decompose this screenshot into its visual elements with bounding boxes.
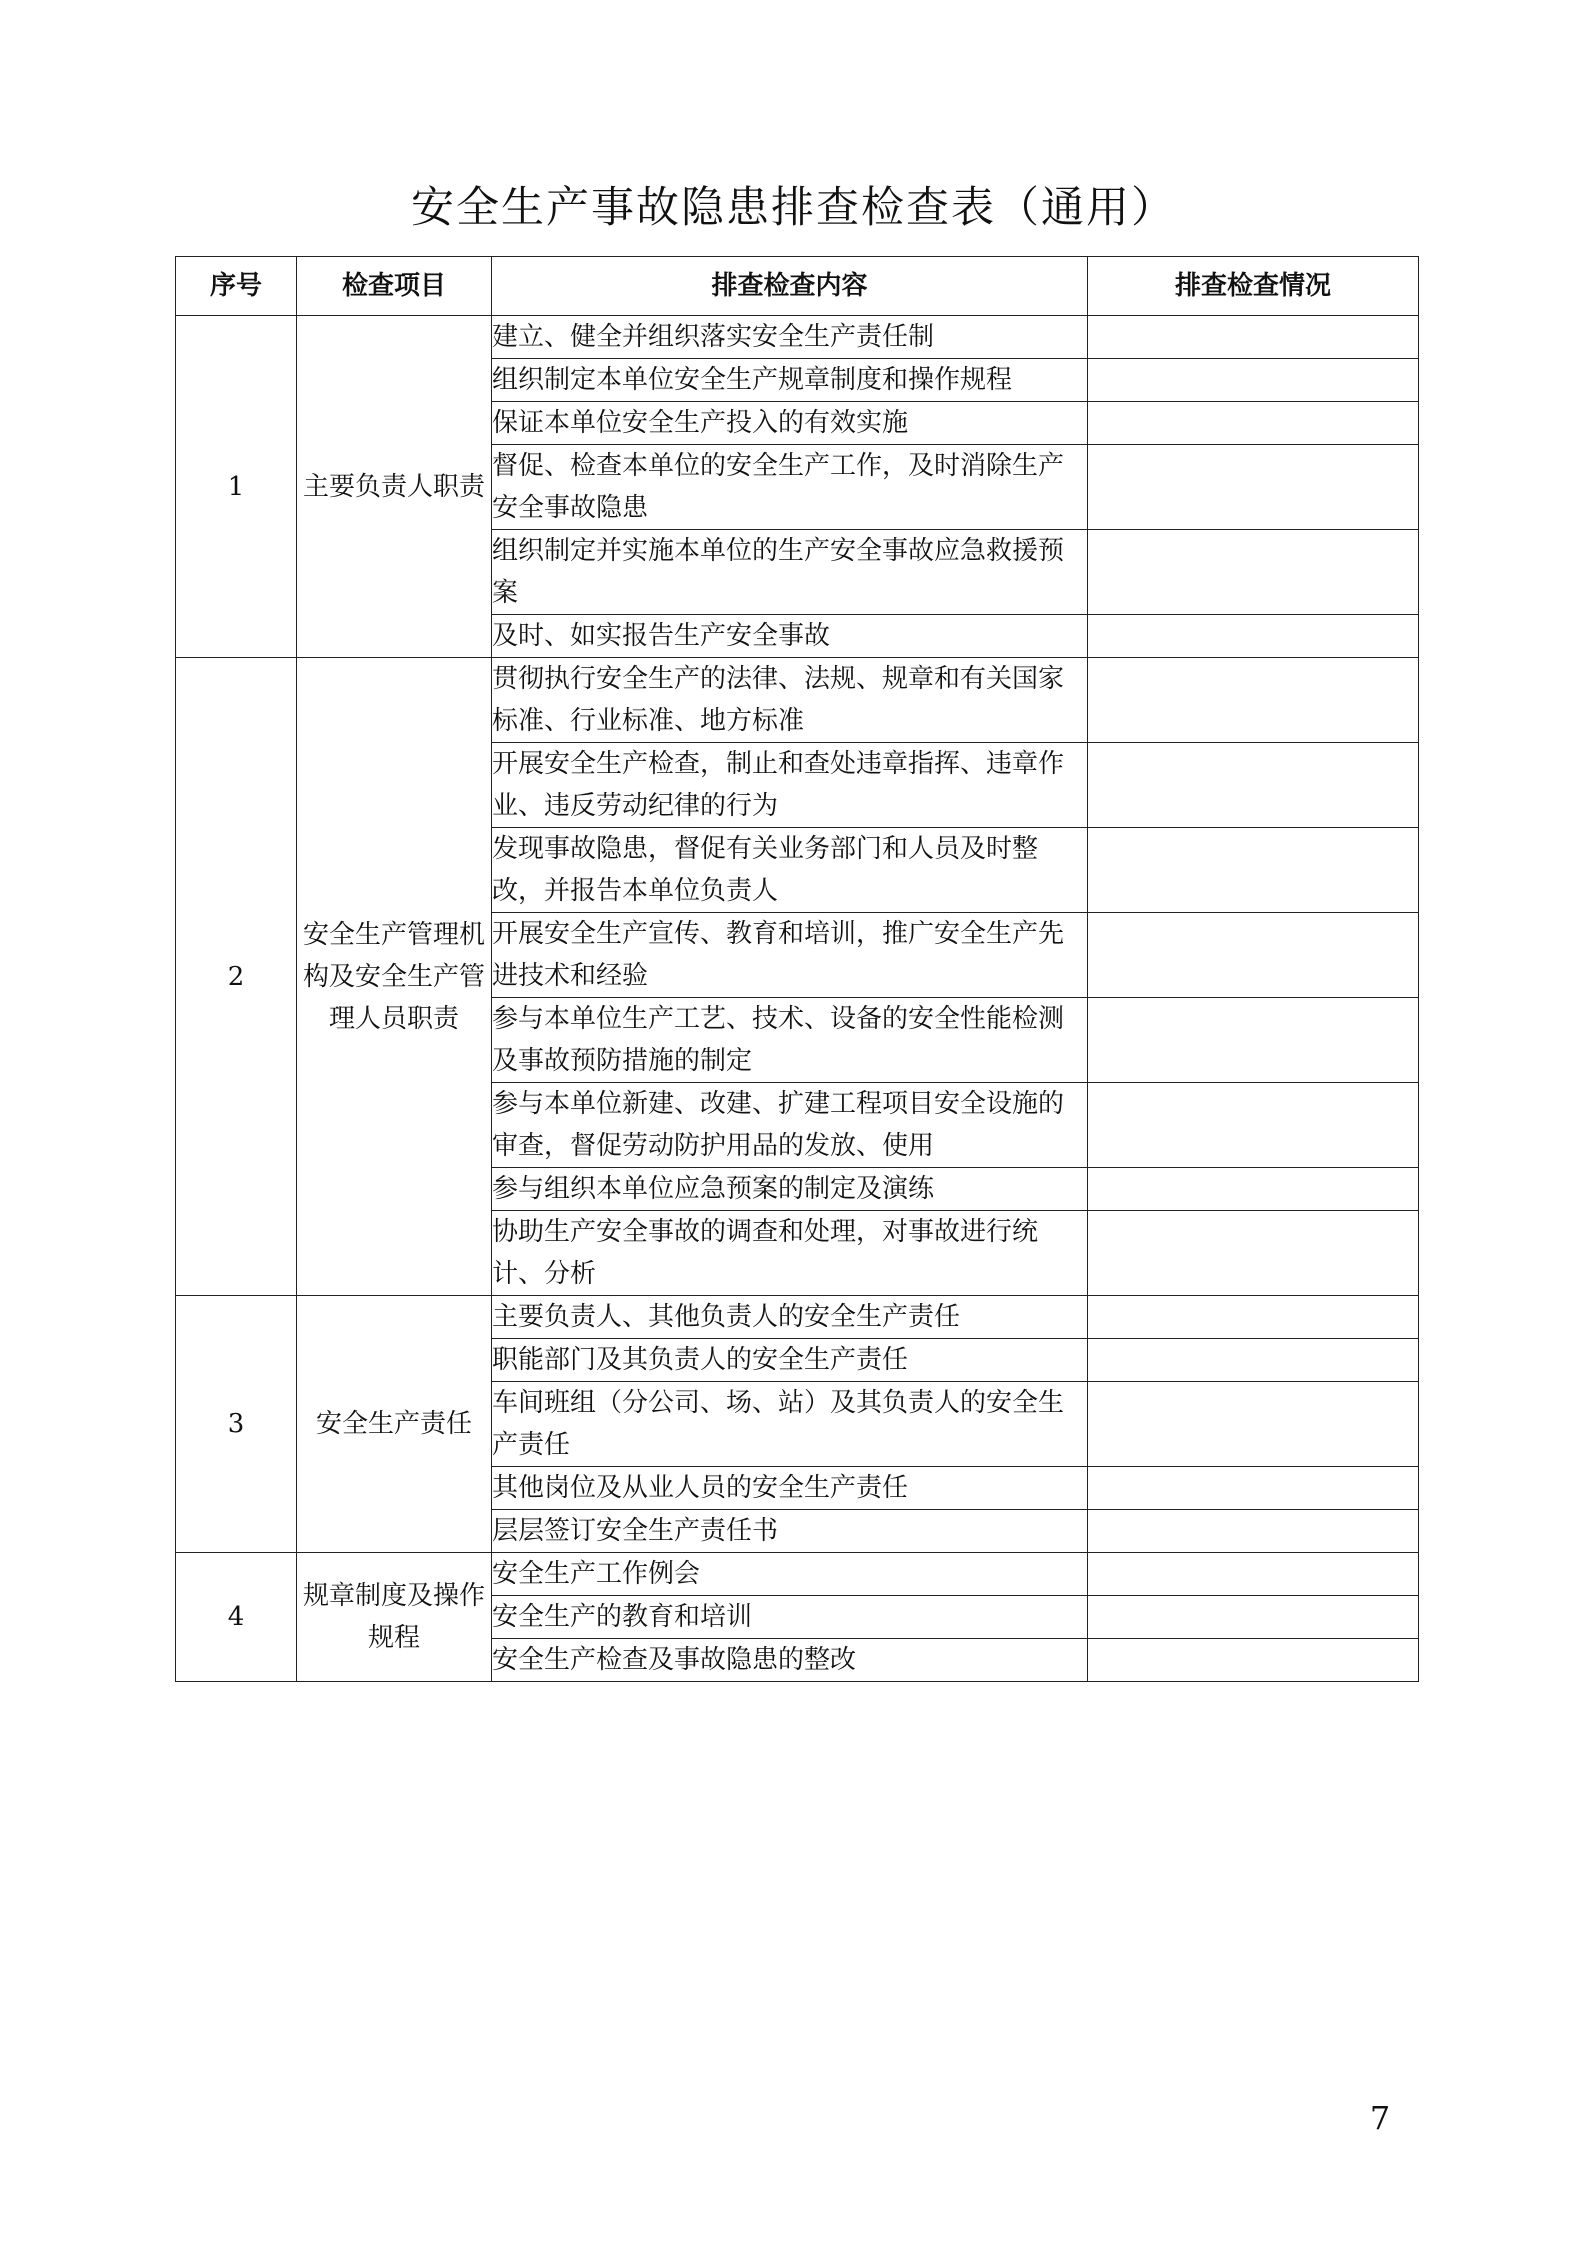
check-content: 安全生产工作例会 — [492, 1553, 1088, 1596]
check-status-cell[interactable] — [1088, 316, 1419, 359]
check-content: 安全生产的教育和培训 — [492, 1596, 1088, 1639]
check-content: 督促、检查本单位的安全生产工作，及时消除生产安全事故隐患 — [492, 445, 1088, 530]
check-status-cell[interactable] — [1088, 828, 1419, 913]
check-status-cell[interactable] — [1088, 998, 1419, 1083]
check-status-cell[interactable] — [1088, 1339, 1419, 1382]
check-content: 车间班组（分公司、场、站）及其负责人的安全生产责任 — [492, 1382, 1088, 1467]
check-status-cell[interactable] — [1088, 913, 1419, 998]
check-content: 组织制定并实施本单位的生产安全事故应急救援预案 — [492, 530, 1088, 615]
check-content: 协助生产安全事故的调查和处理，对事故进行统计、分析 — [492, 1211, 1088, 1296]
check-content: 开展安全生产宣传、教育和培训，推广安全生产先进技术和经验 — [492, 913, 1088, 998]
check-content: 及时、如实报告生产安全事故 — [492, 615, 1088, 658]
check-content: 发现事故隐患，督促有关业务部门和人员及时整改，并报告本单位负责人 — [492, 828, 1088, 913]
inspection-table — [175, 256, 1419, 1682]
header-item: 检查项目 — [297, 257, 492, 316]
check-content: 层层签订安全生产责任书 — [492, 1510, 1088, 1553]
group-seq: 3 — [176, 1296, 297, 1553]
check-content: 参与本单位新建、改建、扩建工程项目安全设施的审查，督促劳动防护用品的发放、使用 — [492, 1083, 1088, 1168]
check-status-cell[interactable] — [1088, 1510, 1419, 1553]
check-content: 参与组织本单位应急预案的制定及演练 — [492, 1168, 1088, 1211]
check-content: 职能部门及其负责人的安全生产责任 — [492, 1339, 1088, 1382]
table-row — [176, 1296, 1419, 1339]
header-seq: 序号 — [176, 257, 297, 316]
table-row — [176, 1553, 1419, 1596]
check-status-cell[interactable] — [1088, 1296, 1419, 1339]
check-content: 安全生产检查及事故隐患的整改 — [492, 1639, 1088, 1682]
table-body — [176, 316, 1419, 1682]
check-status-cell[interactable] — [1088, 359, 1419, 402]
check-status-cell[interactable] — [1088, 530, 1419, 615]
check-status-cell[interactable] — [1088, 1168, 1419, 1211]
check-status-cell[interactable] — [1088, 1083, 1419, 1168]
group-seq: 4 — [176, 1553, 297, 1682]
group-seq: 1 — [176, 316, 297, 658]
group-seq: 2 — [176, 658, 297, 1296]
group-item: 安全生产责任 — [297, 1296, 492, 1553]
table-row — [176, 658, 1419, 743]
table-header-row — [176, 257, 1419, 316]
check-content: 主要负责人、其他负责人的安全生产责任 — [492, 1296, 1088, 1339]
page-number: 7 — [1369, 2099, 1391, 2137]
header-content: 排查检查内容 — [492, 257, 1088, 316]
check-status-cell[interactable] — [1088, 445, 1419, 530]
document-title: 安全生产事故隐患排查检查表（通用） — [411, 183, 1176, 233]
check-status-cell[interactable] — [1088, 658, 1419, 743]
check-status-cell[interactable] — [1088, 1382, 1419, 1467]
check-content: 参与本单位生产工艺、技术、设备的安全性能检测及事故预防措施的制定 — [492, 998, 1088, 1083]
check-status-cell[interactable] — [1088, 615, 1419, 658]
check-status-cell[interactable] — [1088, 1596, 1419, 1639]
check-content: 建立、健全并组织落实安全生产责任制 — [492, 316, 1088, 359]
check-status-cell[interactable] — [1088, 1467, 1419, 1510]
group-item: 规章制度及操作规程 — [297, 1553, 492, 1682]
check-content: 保证本单位安全生产投入的有效实施 — [492, 402, 1088, 445]
check-status-cell[interactable] — [1088, 743, 1419, 828]
group-item: 主要负责人职责 — [297, 316, 492, 658]
check-content: 其他岗位及从业人员的安全生产责任 — [492, 1467, 1088, 1510]
check-content: 组织制定本单位安全生产规章制度和操作规程 — [492, 359, 1088, 402]
check-content: 贯彻执行安全生产的法律、法规、规章和有关国家标准、行业标准、地方标准 — [492, 658, 1088, 743]
group-item: 安全生产管理机构及安全生产管理人员职责 — [297, 658, 492, 1296]
check-status-cell[interactable] — [1088, 402, 1419, 445]
check-status-cell[interactable] — [1088, 1211, 1419, 1296]
check-content: 开展安全生产检查，制止和查处违章指挥、违章作业、违反劳动纪律的行为 — [492, 743, 1088, 828]
table-row — [176, 316, 1419, 359]
check-status-cell[interactable] — [1088, 1639, 1419, 1682]
check-status-cell[interactable] — [1088, 1553, 1419, 1596]
header-status: 排查检查情况 — [1088, 257, 1419, 316]
